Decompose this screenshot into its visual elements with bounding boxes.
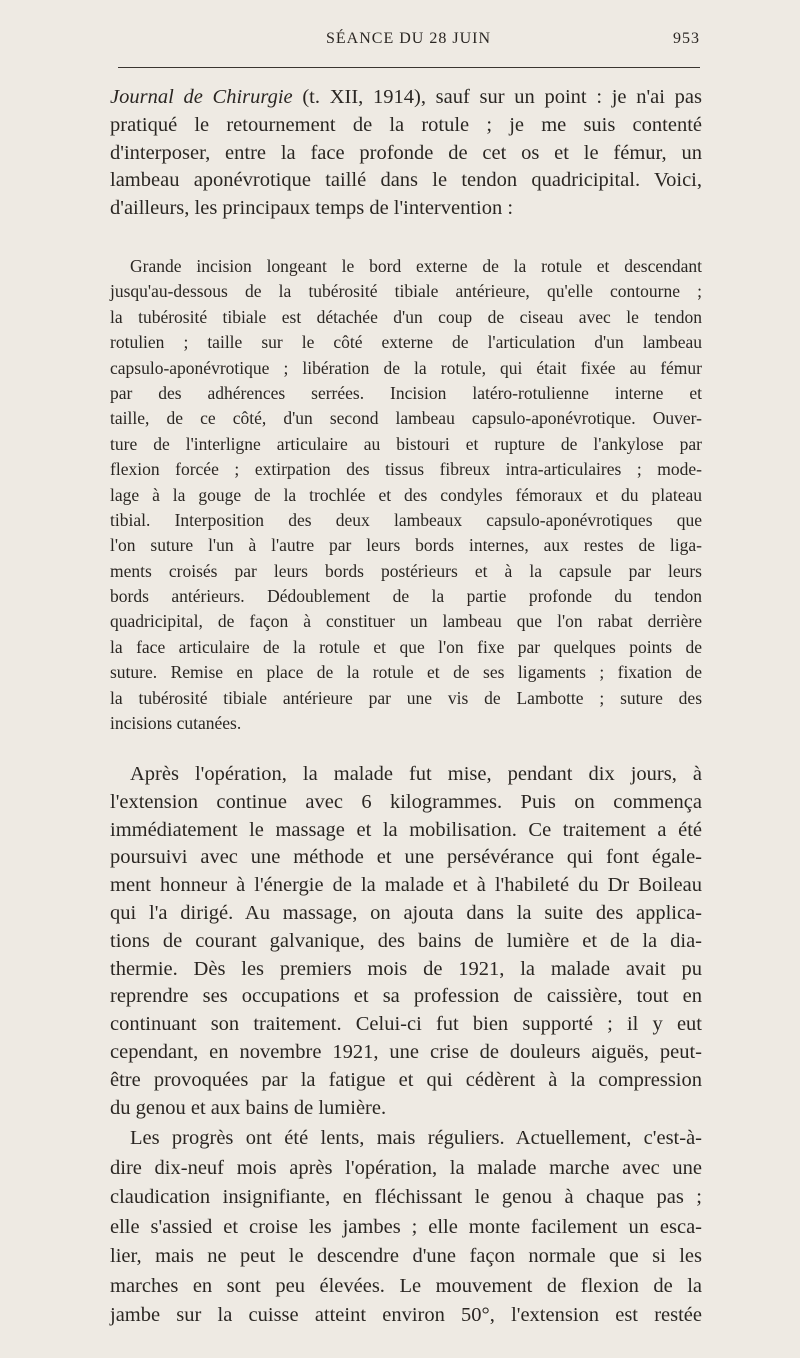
text-line: thermie. Dès les premiers mois de 1921, la malade avait pu — [110, 957, 702, 980]
text-line: elle s'assied et croise les jambes ; elle monte facilement un esca- — [110, 1215, 702, 1238]
text-line: l'extension continue avec 6 kilogrammes. Puis on commença — [110, 790, 702, 813]
text-line: Après l'opération, la malade fut mise, pendant dix jours, à — [130, 763, 702, 785]
text-line: marches en sont peu élevées. Le mouvement de flexion de la — [110, 1274, 702, 1297]
header-rule — [118, 67, 700, 68]
text-line: quadricipital, de façon à constituer un lambeau que l'on rabat derrière — [110, 611, 702, 632]
text-line: continuant son traitement. Celui-ci fut bien supporté ; il y eut — [110, 1013, 702, 1036]
running-header — [118, 30, 700, 54]
text-line: poursuivi avec une méthode et une persévérance qui font égale- — [110, 846, 702, 869]
text-line: cependant, en novembre 1921, une crise de douleurs aiguës, peut- — [110, 1040, 702, 1063]
text-line: lage à la gouge de la trochlée et des condyles fémoraux et du plateau — [110, 484, 702, 505]
paragraph-2-operation — [110, 254, 702, 736]
text-line: Journal de Chirurgie (t. XII, 1914), sauf sur un point : je n'ai pas — [110, 86, 702, 108]
text-line: immédiatement le massage et la mobilisation. Ce traitement a été — [110, 818, 702, 841]
text-line: la face articulaire de la rotule et que l'on fixe par quelques points de — [110, 636, 702, 657]
text-line: pratiqué le retournement de la rotule ; je me suis contenté — [110, 113, 702, 136]
text-line: claudication insignifiante, en fléchissant le genou à chaque pas ; — [110, 1186, 702, 1208]
text-line: tions de courant galvanique, des bains de lumière et de la dia- — [110, 929, 702, 952]
text-line: qui l'a dirigé. Au massage, on ajouta dans la suite des applica- — [110, 901, 702, 924]
text-line: ments croisés par leurs bords postérieurs et à la capsule par leurs — [110, 560, 702, 581]
text-line: d'ailleurs, les principaux temps de l'intervention : — [110, 197, 514, 220]
paragraph-1 — [110, 84, 702, 223]
text-line: bords antérieurs. Dédoublement de la partie profonde du tendon — [110, 586, 702, 607]
text-line: tibial. Interposition des deux lambeaux capsulo-aponévrotiques que — [110, 509, 702, 530]
journal-title: Journal de Chirurgie — [110, 86, 293, 108]
text-line: la tubérosité tibiale est détachée d'un coup de ciseau avec le tendon — [110, 306, 702, 327]
text-line: la tubérosité tibiale antérieure par une vis de Lambotte ; suture des — [110, 687, 702, 708]
text-line: lier, mais ne peut le descendre d'une façon normale que si les — [110, 1245, 702, 1267]
text-line: reprendre ses occupations et sa profession de caissière, tout en — [110, 985, 702, 1008]
running-title: SÉANCE DU 28 JUIN — [326, 30, 491, 47]
text-line: du genou et aux bains de lumière. — [110, 1096, 387, 1119]
text-line: lambeau aponévrotique taillé dans le tendon quadricipital. Voici, — [110, 169, 702, 192]
text-line: dire dix-neuf mois après l'opération, la malade marche avec une — [110, 1156, 702, 1179]
text-line: ture de l'interligne articulaire au bistouri et rupture de l'ankylose par — [110, 433, 702, 454]
text-line: flexion forcée ; extirpation des tissus fibreux intra-articulaires ; mode- — [110, 459, 702, 480]
paragraph-3 — [110, 761, 702, 1122]
text-line: d'interposer, entre la face profonde de cet os et le fémur, un — [110, 141, 702, 164]
text-line: l'on suture l'un à l'autre par leurs bords internes, aux restes de liga- — [110, 535, 702, 556]
paragraph-4 — [110, 1124, 702, 1331]
text-line: ment honneur à l'énergie de la malade et à l'habileté du Dr Boileau — [110, 874, 702, 897]
text-line: incisions cutanées. — [110, 713, 242, 734]
text-line: rotulien ; taille sur le côté externe de l'articulation d'un lambeau — [110, 332, 702, 353]
text-line: jusqu'au-dessous de la tubérosité tibiale antérieure, qu'elle contourne ; — [110, 281, 702, 302]
text-line: capsulo-aponévrotique ; libération de la rotule, qui était fixée au fémur — [110, 357, 702, 378]
text-line: taille, de ce côté, d'un second lambeau capsulo-aponévrotique. Ouver- — [110, 408, 702, 429]
text-line: Grande incision longeant le bord externe de la rotule et descendant — [130, 256, 702, 276]
text-line: être provoquées par la fatigue et qui cédèrent à la compression — [110, 1068, 702, 1091]
text-line: par des adhérences serrées. Incision latéro-rotulienne interne et — [110, 382, 702, 403]
text-line: jambe sur la cuisse atteint environ 50°, l'extension est restée — [110, 1304, 702, 1326]
text-line: suture. Remise en place de la rotule et de ses ligaments ; fixation de — [110, 662, 702, 683]
page-number: 953 — [673, 30, 700, 47]
text-line: Les progrès ont été lents, mais réguliers. Actuellement, c'est-à- — [130, 1127, 702, 1149]
